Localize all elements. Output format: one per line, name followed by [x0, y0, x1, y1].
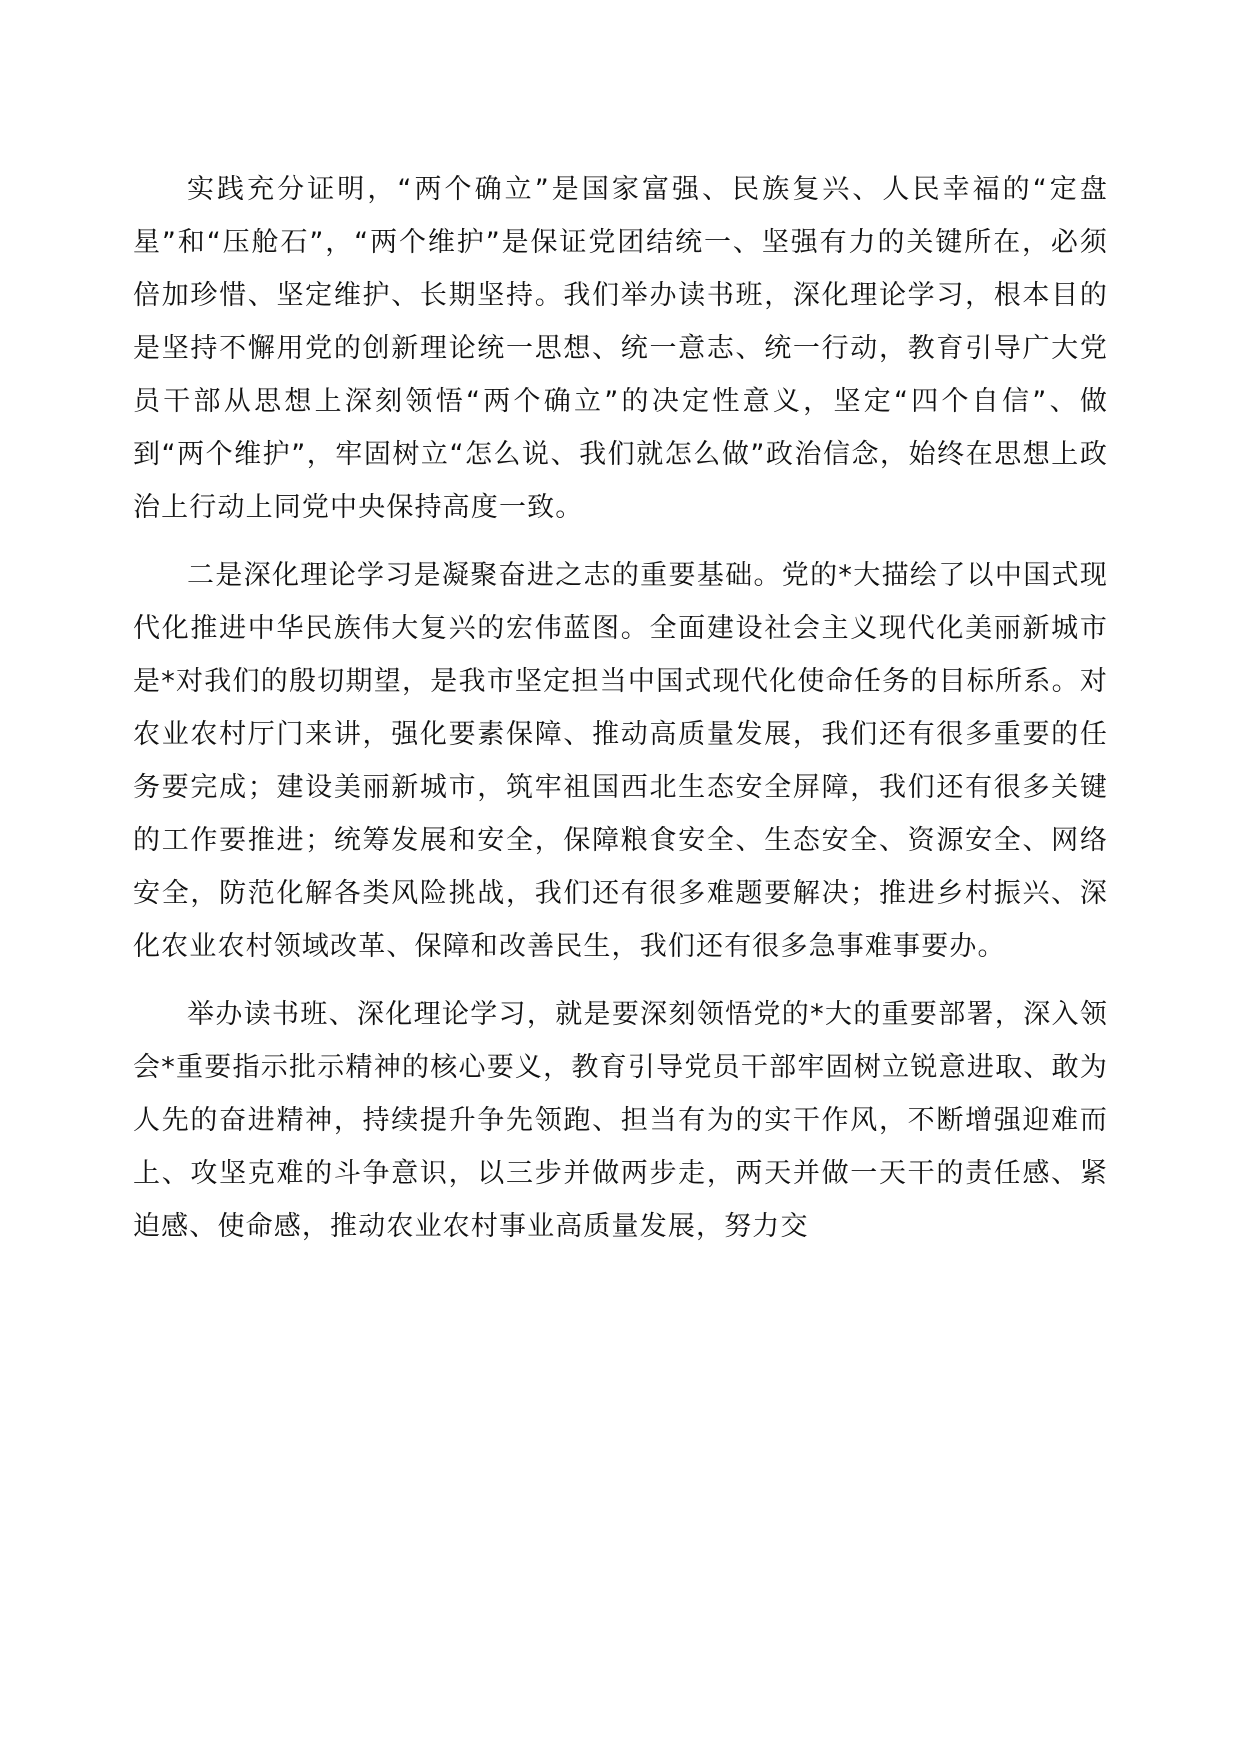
paragraph-2: 二是深化理论学习是凝聚奋进之志的重要基础。党的*大描绘了以中国式现代化推进中华民族伟大复兴的宏伟蓝图。全面建设社会主义现代化美丽新城市是*对我们的殷切期望，是我市坚定担当中国式现代化使命任务的目标所系。对农业农村厅门来讲，强化要素保障、推动高质量发展，我们还有很多重要的任务要完成；建设美丽新城市，筑牢祖国西北生态安全屏障，我们还有很多关键的工作要推进；统筹发展和安全，保障粮食安全、生态安全、资源安全、网络安全，防范化解各类风险挑战，我们还有很多难题要解决；推进乡村振兴、深化农业农村领域改革、保障和改善民生，我们还有很多急事难事要办。 — [133, 560, 1108, 962]
body-text — [133, 163, 1108, 1268]
paragraph-3: 举办读书班、深化理论学习，就是要深刻领悟党的*大的重要部署，深入领会*重要指示批示精神的核心要义，教育引导党员干部牢固树立锐意进取、敢为人先的奋进精神，持续提升争先领跑、担当有为的实干作风，不断增强迎难而上、攻坚克难的斗争意识，以三步并做两步走，两天并做一天干的责任感、紧迫感、使命感，推动农业农村事业高质量发展，努力交 — [133, 999, 1108, 1242]
paragraph-1: 实践充分证明，“两个确立”是国家富强、民族复兴、人民幸福的“定盘星”和“压舱石”，“两个维护”是保证党团结统一、坚强有力的关键所在，必须倍加珍惜、坚定维护、长期坚持。我们举办读书班，深化理论学习，根本目的是坚持不懈用党的创新理论统一思想、统一意志、统一行动，教育引导广大党员干部从思想上深刻领悟“两个确立”的决定性意义，坚定“四个自信”、做到“两个维护”，牢固树立“怎么说、我们就怎么做”政治信念，始终在思想上政治上行动上同党中央保持高度一致。 — [133, 174, 1108, 523]
